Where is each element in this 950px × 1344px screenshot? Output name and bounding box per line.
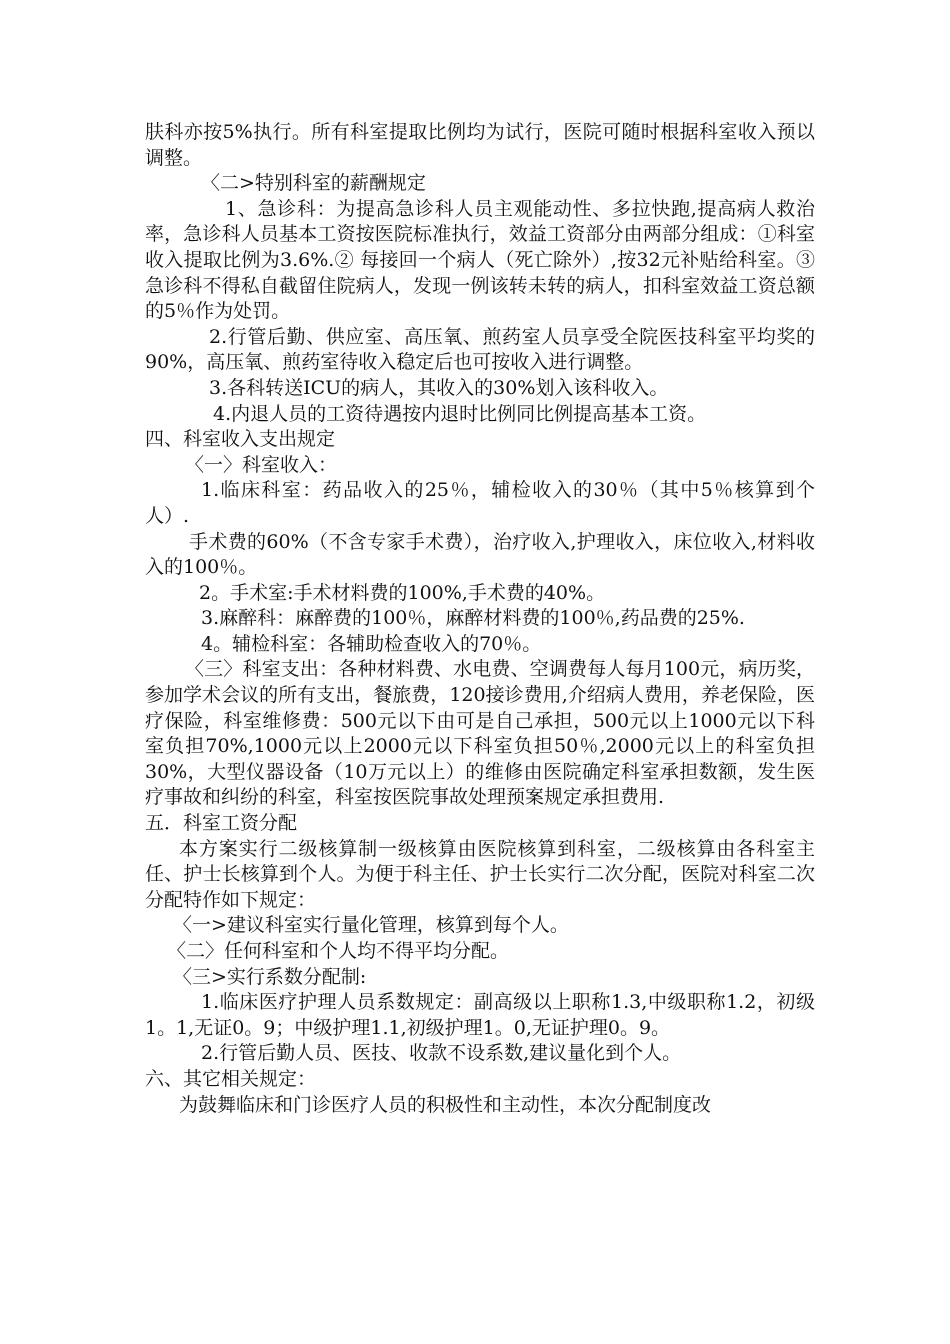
heading-special-departments: 〈二>特别科室的薪酬规定	[201, 172, 426, 195]
paragraph-encourage-staff: 为鼓舞临床和门诊医疗人员的积极性和主动性，本次分配制度改	[179, 1093, 712, 1116]
paragraph-emergency: 1、急诊科：为提高急诊科人员主观能动性、多拉快跑,提高病人救治率，急诊科人员基本工资按医院标准执行，效益工资部分由两部分组成：①科室收入提取比例为3.6%.② 每接回一个病人（死亡除外）,按32元补贴给科室。③急诊科不得私自截留住院病人，发现一例该转未转的病人，扣科室效益工资总额的5％作为处罚。	[145, 197, 815, 323]
paragraph-dermatology-ratio: 肤科亦按5%执行。所有科室提取比例均为试行，医院可随时根据科室收入预以调整。	[145, 121, 815, 169]
paragraph-icu-transfer: 3.各科转送ICU的病人，其收入的30%划入该科收入。	[209, 376, 669, 399]
paragraph-retired-staff: 4.内退人员的工资待遇按内退时比例同比例提高基本工资。	[213, 402, 707, 425]
paragraph-two-level-accounting: 本方案实行二级核算制一级核算由医院核算到科室，二级核算由各科室主任、护士长核算到个人。为便于科主任、护士长实行二次分配，医院对科室二次分配特作如下规定：	[145, 837, 815, 911]
heading-section-four: 四、科室收入支出规定	[145, 428, 336, 451]
paragraph-logistics: 2.行管后勤、供应室、高压氧、煎药室人员享受全院医技科室平均奖的90%，高压氧、煎药室待收入稳定后也可按收入进行调整。	[145, 325, 815, 374]
paragraph-no-equal-distribution: 〈二〉任何科室和个人均不得平均分配。	[167, 940, 510, 962]
heading-section-five: 五．科室工资分配	[145, 812, 298, 835]
paragraph-auxiliary: 4。辅检科室：各辅助检查收入的70％。	[201, 632, 542, 655]
paragraph-department-expenses: 〈三〉科室支出：各种材料费、水电费、空调费每人每月100元，病历奖，参加学术会议的所有支出，餐旅费，120接诊费用,介绍病人费用，养老保险，医疗保险，科室维修费：500元以下由可是自己承担，500元以上1000元以下科室负担70%,1000元以上2000元以下科室负担50％,2000元以上的科室负担30%，大型仪器设备（10万元以上）的维修由医院确定科室承担数额，发生医疗事故和纠纷的科室，科室按医院事故处理预案规定承担费用.	[145, 658, 815, 809]
paragraph-operating-room: 2。手术室:手术材料费的100%,手术费的40%。	[199, 581, 606, 604]
heading-section-six: 六、其它相关规定：	[145, 1067, 317, 1090]
heading-department-income: 〈一〉科室收入：	[185, 453, 338, 476]
paragraph-anesthesia: 3.麻醉科：麻醉费的100％，麻醉材料费的100％,药品费的25%.	[201, 607, 745, 630]
paragraph-clinical-coefficients: 1.临床医疗护理人员系数规定：副高级以上职称1.3,中级职称1.2，初级1。1,无证0。9；中级护理1.1,初级护理1。0,无证护理0。9。	[145, 991, 815, 1039]
paragraph-quantified-management: 〈一>建议科室实行量化管理，核算到每个人。	[173, 914, 569, 937]
paragraph-no-coefficient: 2.行管后勤人员、医技、收款不设系数,建议量化到个人。	[201, 1042, 682, 1065]
document-body	[145, 120, 815, 1118]
heading-coefficient-system: 〈三>实行系数分配制:	[173, 965, 367, 988]
paragraph-clinical-income: 1.临床科室：药品收入的25％，辅检收入的30％（其中5％核算到个人）.	[145, 479, 815, 527]
paragraph-surgery-fees: 手术费的60%（不含专家手术费），治疗收入,护理收入，床位收入,材料收入的100％。	[145, 530, 815, 579]
